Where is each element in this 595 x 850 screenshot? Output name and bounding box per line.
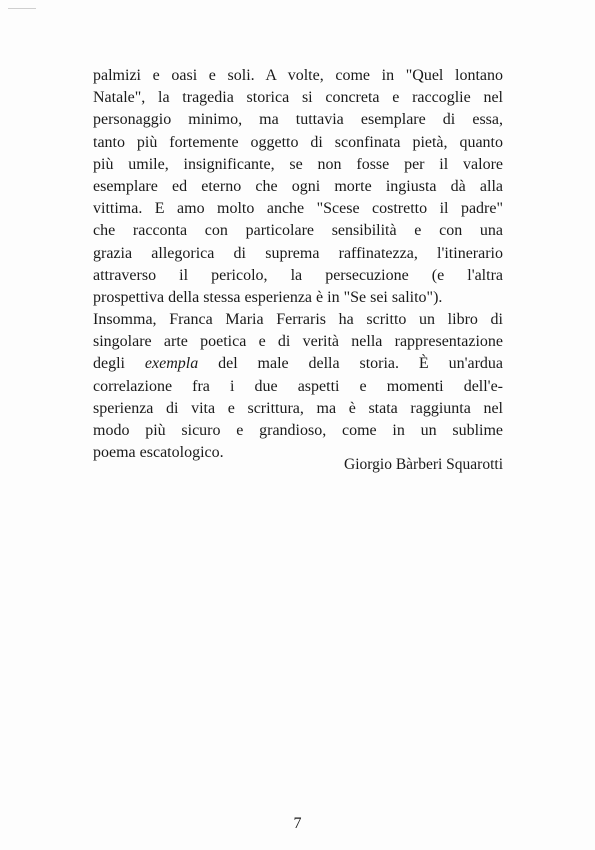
body-line: tanto più fortemente oggetto di sconfinata pietà, quanto (93, 133, 503, 151)
scan-corner-mark (8, 8, 36, 9)
body-line: prospettiva della stessa esperienza è in "Se sei salito"). (93, 288, 443, 306)
body-line: vittima. E amo molto anche "Scese costretto il padre" (93, 200, 503, 218)
body-line: personaggio minimo, ma tuttavia esemplare di essa, (93, 111, 503, 129)
page-number: 7 (293, 815, 302, 832)
body-line: grazia allegorica di suprema raffinatezza, l'itinerario (93, 244, 503, 262)
body-line: correlazione fra i due aspetti e momenti dell'e- (93, 377, 503, 395)
body-line: modo più sicuro e grandioso, come in un sublime (93, 422, 503, 439)
body-line: Insomma, Franca Maria Ferraris ha scritto un libro di (93, 311, 503, 329)
body-line: esemplare ed eterno che ogni morte ingiusta dà alla (93, 177, 503, 195)
body-line: attraverso il pericolo, la persecuzione (e l'altra (93, 266, 503, 284)
author-signature: Giorgio Bàrberi Squarotti (344, 456, 503, 473)
body-line: Natale", la tragedia storica si concreta e raccoglie nel (93, 89, 503, 107)
body-text (93, 65, 503, 464)
body-line: poema escatologico. (93, 444, 224, 462)
body-text-segment: degli (93, 355, 145, 373)
body-text-segment: del male della storia. È un'ardua (198, 355, 504, 373)
body-line (93, 353, 503, 375)
body-line: palmizi e oasi e soli. A volte, come in "Quel lontano (93, 67, 503, 84)
body-line: più umile, insignificante, se non fosse per il valore (93, 155, 503, 173)
body-line: sperienza di vita e scrittura, ma è stata raggiunta nel (93, 399, 503, 417)
body-line: che racconta con particolare sensibilità e con una (93, 222, 503, 240)
body-line: singolare arte poetica e di verità nella rappresentazione (93, 333, 503, 351)
italic-term: exempla (144, 355, 199, 373)
